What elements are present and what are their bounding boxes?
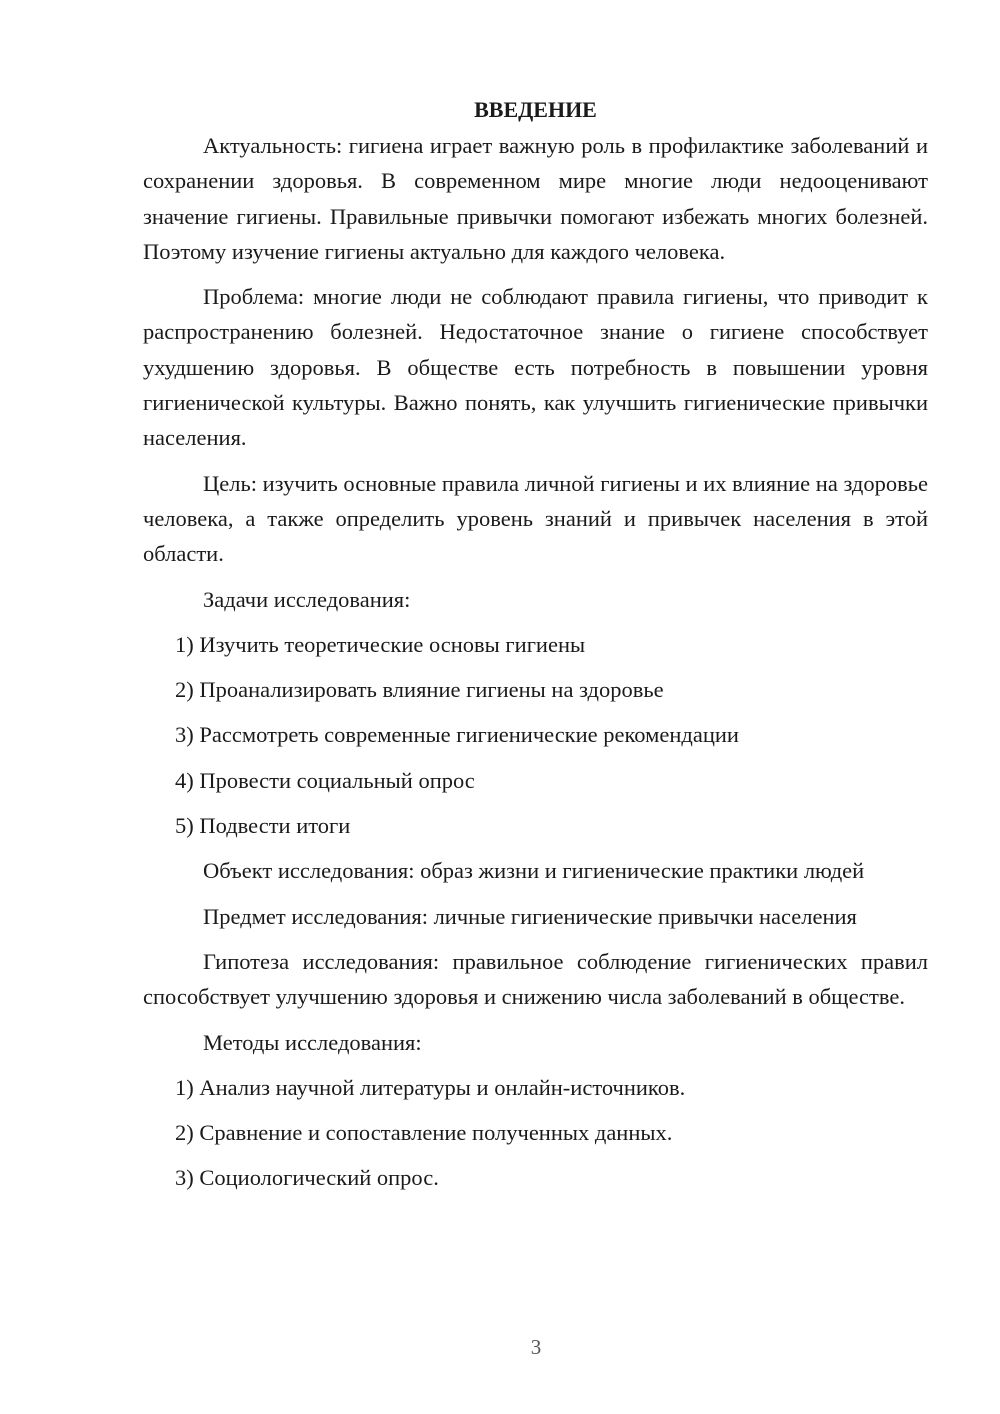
task-item: 3) Рассмотреть современные гигиенические рекомендации [175, 722, 739, 748]
hypothesis-paragraph: Гипотеза исследования: правильное соблюдение гигиенических правил способствует улучшению здоровья и снижению числа заболеваний в обществе. [143, 948, 928, 1010]
task-item: 2) Проанализировать влияние гигиены на здоровье [175, 677, 664, 703]
task-item: 4) Провести социальный опрос [175, 767, 475, 793]
page-title: ВВЕДЕНИЕ [474, 97, 597, 122]
object-paragraph: Объект исследования: образ жизни и гигиенические практики людей [203, 858, 865, 884]
tasks-heading: Задачи исследования: [203, 586, 411, 612]
relevance-paragraph: Актуальность: гигиена играет важную роль в профилактике заболеваний и сохранении здоровья. В современном мире многие люди недооценивают значение гигиены. Правильные привычки помогают избежать многих болезней. Поэтому изучение гигиены актуально для каждого человека. [143, 133, 928, 264]
subject-paragraph: Предмет исследования: личные гигиенические привычки населения [203, 903, 857, 929]
method-item: 1) Анализ научной литературы и онлайн-источников. [175, 1074, 686, 1100]
document-page [143, 94, 928, 1206]
method-item: 3) Социологический опрос. [175, 1165, 439, 1191]
method-item: 2) Сравнение и сопоставление полученных данных. [175, 1120, 673, 1146]
task-item: 1) Изучить теоретические основы гигиены [175, 631, 586, 657]
page-number: 3 [530, 1335, 542, 1359]
methods-heading: Методы исследования: [203, 1029, 422, 1055]
task-item: 5) Подвести итоги [175, 813, 351, 839]
problem-paragraph: Проблема: многие люди не соблюдают правила гигиены, что приводит к распространению болезней. Недостаточное знание о гигиене способствует ухудшению здоровья. В обществе есть потребность в повышении уровня гигиенической культуры. Важно понять, как улучшить гигиенические привычки населения. [143, 284, 928, 451]
goal-paragraph: Цель: изучить основные правила личной гигиены и их влияние на здоровье человека, а также определить уровень знаний и привычек населения в этой области. [143, 470, 928, 567]
